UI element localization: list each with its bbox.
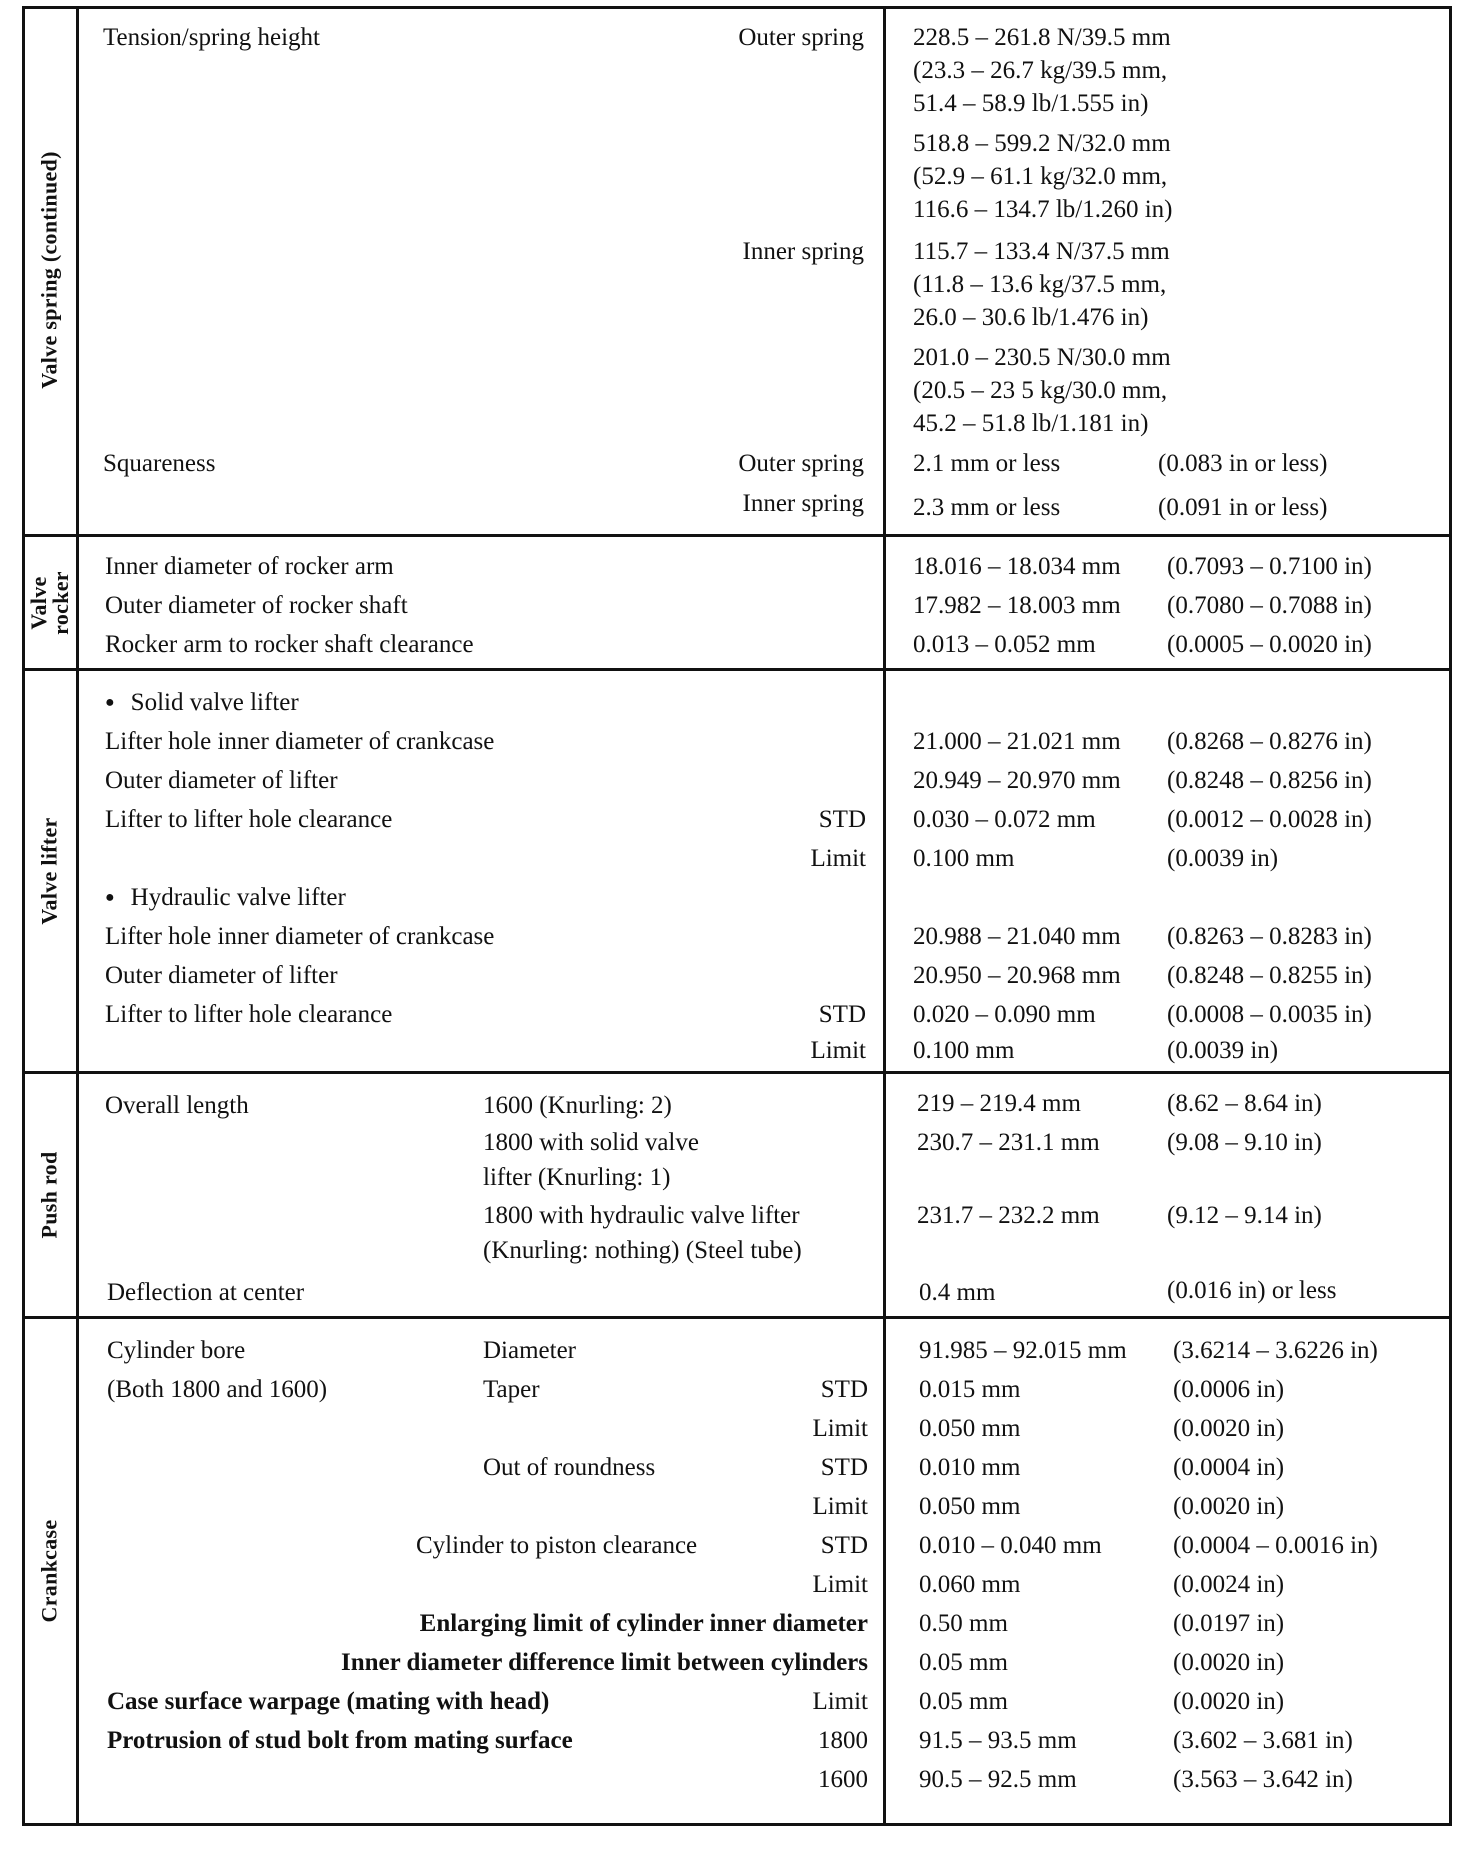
- cpc-label: Cylinder to piston clearance: [416, 1532, 698, 1559]
- section-label-line1: Valve: [25, 575, 51, 630]
- oor-limit-mm: 0.050 mm: [919, 1493, 1021, 1520]
- section-valve-rocker: [22, 537, 1452, 668]
- squareness-outer-in: (0.083 in or less): [1158, 450, 1328, 477]
- tension-inner-1-line1: 115.7 – 133.4 N/37.5 mm: [913, 238, 1170, 265]
- hyd-limit-label: Limit: [810, 1037, 866, 1064]
- deflection-in: (0.016 in) or less: [1167, 1277, 1337, 1304]
- stud-1800-mm: 91.5 – 93.5 mm: [919, 1727, 1077, 1754]
- tension-outer-label: Outer spring: [738, 24, 864, 51]
- hyd-hole-mm: 20.988 – 21.040 mm: [913, 923, 1121, 950]
- rocker-row-in: (0.0005 – 0.0020 in): [1167, 631, 1372, 658]
- cpc-limit-in: (0.0024 in): [1173, 1571, 1285, 1598]
- rocker-row-item: Outer diameter of rocker shaft: [105, 592, 408, 619]
- oor-std-mm: 0.010 mm: [919, 1454, 1021, 1481]
- squareness-inner-label: Inner spring: [742, 490, 864, 517]
- diameter-label: Diameter: [483, 1337, 577, 1364]
- hyd-hole-item: Lifter hole inner diameter of crankcase: [105, 923, 495, 950]
- tension-outer-2-line1: 518.8 – 599.2 N/32.0 mm: [913, 130, 1171, 157]
- solid-clear-item: Lifter to lifter hole clearance: [105, 806, 393, 833]
- rocker-row-mm: 17.982 – 18.003 mm: [913, 592, 1121, 619]
- hyd-clear-std: STD: [818, 1001, 866, 1028]
- section-label-text: Valve spring (continued): [36, 151, 62, 389]
- solid-clear-in: (0.0012 – 0.0028 in): [1167, 806, 1372, 833]
- solid-limit-label: Limit: [810, 845, 866, 872]
- tension-inner-1-line2: (11.8 – 13.6 kg/37.5 mm,: [913, 271, 1167, 298]
- enlarging-in: (0.0197 in): [1173, 1610, 1285, 1637]
- hyd-limit-in: (0.0039 in): [1167, 1037, 1279, 1064]
- section-label-valve-rocker: [22, 537, 77, 668]
- diameter-in: (3.6214 – 3.6226 in): [1173, 1337, 1378, 1364]
- solid-outer-item: Outer diameter of lifter: [105, 767, 338, 794]
- solid-lifter-heading: ● Solid valve lifter: [105, 687, 299, 722]
- stud-label: Protrusion of stud bolt from mating surface: [107, 1727, 573, 1754]
- section-label-text: [25, 570, 73, 635]
- tension-inner-1-line3: 26.0 – 30.6 lb/1.476 in): [913, 304, 1149, 331]
- stud-1800: 1800: [818, 1727, 868, 1754]
- squareness-inner-mm: 2.3 mm or less: [913, 494, 1061, 521]
- squareness-label: Squareness: [103, 450, 216, 477]
- section-valve-lifter: [22, 671, 1452, 1071]
- squareness-inner-in: (0.091 in or less): [1158, 494, 1328, 521]
- hyd-clear-item: Lifter to lifter hole clearance: [105, 1001, 393, 1028]
- overall-length-label: Overall length: [105, 1092, 249, 1119]
- cpc-std-mm: 0.010 – 0.040 mm: [919, 1532, 1102, 1559]
- oor-label: Out of roundness: [483, 1454, 656, 1481]
- cylinder-bore-label: Cylinder bore: [107, 1337, 246, 1364]
- tension-outer-1-line1: 228.5 – 261.8 N/39.5 mm: [913, 24, 1171, 51]
- cpc-std: STD: [820, 1532, 868, 1559]
- tension-outer-2-line3: 116.6 – 134.7 lb/1.260 in): [913, 196, 1173, 223]
- solid-clear-mm: 0.030 – 0.072 mm: [913, 806, 1096, 833]
- warpage-limit: Limit: [812, 1688, 868, 1715]
- tension-inner-2-line2: (20.5 – 23 5 kg/30.0 mm,: [913, 377, 1168, 404]
- hyd-clear-mm: 0.020 – 0.090 mm: [913, 1001, 1096, 1028]
- hyd-hole-in: (0.8263 – 0.8283 in): [1167, 923, 1372, 950]
- pushrod-1800h-desc1: 1800 with hydraulic valve lifter: [483, 1202, 800, 1229]
- hyd-limit-mm: 0.100 mm: [913, 1037, 1015, 1064]
- stud-1800-in: (3.602 – 3.681 in): [1173, 1727, 1353, 1754]
- section-label-line2: rocker: [47, 570, 73, 635]
- solid-outer-mm: 20.949 – 20.970 mm: [913, 767, 1121, 794]
- section-label-text: Push rod: [36, 1151, 62, 1239]
- rocker-row-mm: 0.013 – 0.052 mm: [913, 631, 1096, 658]
- taper-limit-mm: 0.050 mm: [919, 1415, 1021, 1442]
- pushrod-1600-desc: 1600 (Knurling: 2): [483, 1092, 672, 1119]
- rocker-row-item: Rocker arm to rocker shaft clearance: [105, 631, 474, 658]
- warpage-mm: 0.05 mm: [919, 1688, 1008, 1715]
- rocker-row-mm: 18.016 – 18.034 mm: [913, 553, 1121, 580]
- squareness-outer-mm: 2.1 mm or less: [913, 450, 1061, 477]
- both-1800-1600-label: (Both 1800 and 1600): [107, 1376, 328, 1403]
- solid-hole-mm: 21.000 – 21.021 mm: [913, 728, 1121, 755]
- solid-hole-in: (0.8268 – 0.8276 in): [1167, 728, 1372, 755]
- diameter-mm: 91.985 – 92.015 mm: [919, 1337, 1127, 1364]
- warpage-label: Case surface warpage (mating with head): [107, 1688, 550, 1715]
- enlarging-mm: 0.50 mm: [919, 1610, 1008, 1637]
- section-label-valve-spring: [22, 6, 77, 534]
- cpc-limit-mm: 0.060 mm: [919, 1571, 1021, 1598]
- taper-limit-in: (0.0020 in): [1173, 1415, 1285, 1442]
- diff-mm: 0.05 mm: [919, 1649, 1008, 1676]
- tension-outer-1-line3: 51.4 – 58.9 lb/1.555 in): [913, 90, 1149, 117]
- section-label-text: Crankcase: [36, 1519, 62, 1623]
- oor-limit: Limit: [812, 1493, 868, 1520]
- solid-limit-mm: 0.100 mm: [913, 845, 1015, 872]
- solid-outer-in: (0.8248 – 0.8256 in): [1167, 767, 1372, 794]
- section-push-rod: [22, 1074, 1452, 1316]
- warpage-in: (0.0020 in): [1173, 1688, 1285, 1715]
- stud-1600-mm: 90.5 – 92.5 mm: [919, 1766, 1077, 1793]
- stud-1600: 1600: [818, 1766, 868, 1793]
- hyd-clear-in: (0.0008 – 0.0035 in): [1167, 1001, 1372, 1028]
- section-label-valve-lifter: [22, 671, 77, 1071]
- oor-limit-in: (0.0020 in): [1173, 1493, 1285, 1520]
- tension-inner-2-line1: 201.0 – 230.5 N/30.0 mm: [913, 344, 1171, 371]
- table-border-bottom: [22, 1823, 1452, 1826]
- taper-std-in: (0.0006 in): [1173, 1376, 1285, 1403]
- section-label-crankcase: [22, 1319, 77, 1823]
- rocker-row-in: (0.7093 – 0.7100 in): [1167, 553, 1372, 580]
- pushrod-1800h-desc2: (Knurling: nothing) (Steel tube): [483, 1237, 802, 1264]
- hyd-outer-item: Outer diameter of lifter: [105, 962, 338, 989]
- solid-hole-item: Lifter hole inner diameter of crankcase: [105, 728, 495, 755]
- pushrod-1800s-mm: 230.7 – 231.1 mm: [917, 1129, 1100, 1156]
- taper-limit: Limit: [812, 1415, 868, 1442]
- oor-std: STD: [820, 1454, 868, 1481]
- cpc-limit: Limit: [812, 1571, 868, 1598]
- cpc-std-in: (0.0004 – 0.0016 in): [1173, 1532, 1378, 1559]
- section-label-text: Valve lifter: [36, 817, 62, 925]
- pushrod-1800s-in: (9.08 – 9.10 in): [1167, 1129, 1322, 1156]
- section-label-push-rod: [22, 1074, 77, 1316]
- tension-outer-1-line2: (23.3 – 26.7 kg/39.5 mm,: [913, 57, 1168, 84]
- diff-label: Inner diameter difference limit between cylinders: [341, 1649, 868, 1676]
- rocker-row-in: (0.7080 – 0.7088 in): [1167, 592, 1372, 619]
- taper-label: Taper: [483, 1376, 540, 1403]
- pushrod-1800h-mm: 231.7 – 232.2 mm: [917, 1202, 1100, 1229]
- spec-table: [22, 6, 1452, 1826]
- taper-std: STD: [820, 1376, 868, 1403]
- squareness-outer-label: Outer spring: [738, 450, 864, 477]
- tension-inner-label: Inner spring: [742, 238, 864, 265]
- section-valve-spring: [22, 6, 1452, 534]
- diff-in: (0.0020 in): [1173, 1649, 1285, 1676]
- pushrod-1600-mm: 219 – 219.4 mm: [917, 1090, 1081, 1117]
- enlarging-label: Enlarging limit of cylinder inner diameter: [419, 1610, 868, 1637]
- stud-1600-in: (3.563 – 3.642 in): [1173, 1766, 1353, 1793]
- taper-std-mm: 0.015 mm: [919, 1376, 1021, 1403]
- deflection-mm: 0.4 mm: [919, 1279, 996, 1306]
- section-crankcase: [22, 1319, 1452, 1823]
- hyd-outer-mm: 20.950 – 20.968 mm: [913, 962, 1121, 989]
- tension-outer-2-line2: (52.9 – 61.1 kg/32.0 mm,: [913, 163, 1168, 190]
- solid-clear-std: STD: [818, 806, 866, 833]
- pushrod-1800s-desc1: 1800 with solid valve: [483, 1129, 699, 1156]
- tension-label: Tension/spring height: [103, 24, 320, 51]
- tension-inner-2-line3: 45.2 – 51.8 lb/1.181 in): [913, 410, 1149, 437]
- hyd-outer-in: (0.8248 – 0.8255 in): [1167, 962, 1372, 989]
- pushrod-1600-in: (8.62 – 8.64 in): [1167, 1090, 1322, 1117]
- hydraulic-lifter-heading: ● Hydraulic valve lifter: [105, 882, 346, 917]
- pushrod-1800s-desc2: lifter (Knurling: 1): [483, 1164, 671, 1191]
- deflection-label: Deflection at center: [107, 1279, 305, 1306]
- solid-limit-in: (0.0039 in): [1167, 845, 1279, 872]
- oor-std-in: (0.0004 in): [1173, 1454, 1285, 1481]
- rocker-row-item: Inner diameter of rocker arm: [105, 553, 394, 580]
- pushrod-1800h-in: (9.12 – 9.14 in): [1167, 1202, 1322, 1229]
